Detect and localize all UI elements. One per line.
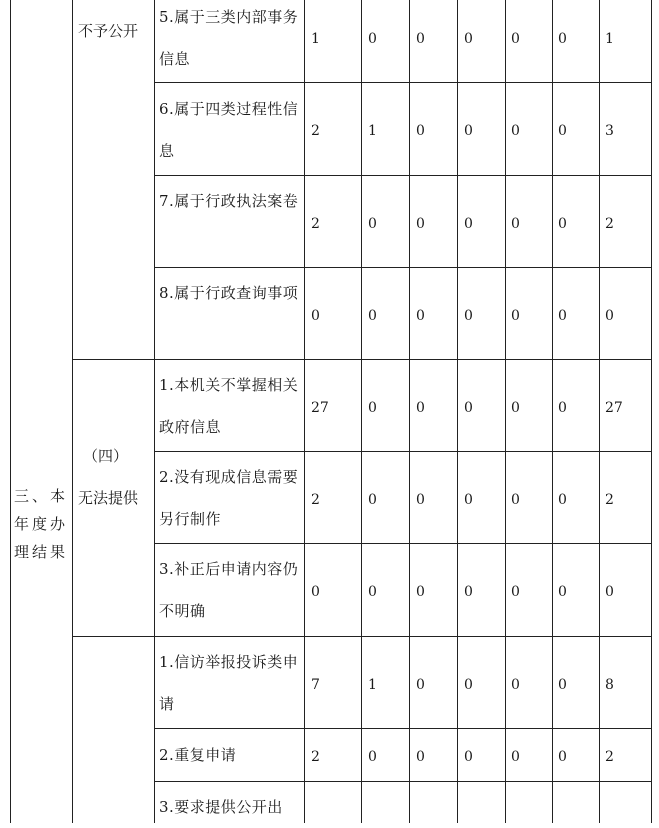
value-cell: 2	[605, 749, 614, 765]
value-cell: 0	[368, 31, 377, 47]
value-cell: 0	[511, 749, 520, 765]
value-cell: 0	[558, 584, 567, 600]
value-cell: 0	[368, 308, 377, 324]
table-border	[154, 728, 652, 729]
value-cell: 0	[368, 492, 377, 508]
value-cell: 0	[368, 584, 377, 600]
table-border	[154, 82, 652, 83]
category-label: 无法提供	[78, 489, 139, 507]
row-item-label: 5.属于三类内部事务信息	[159, 8, 299, 68]
value-cell: 0	[558, 749, 567, 765]
value-cell: 2	[605, 216, 614, 232]
value-cell: 0	[416, 749, 425, 765]
value-cell: 0	[511, 677, 520, 693]
section-label: 三、本年度办理结果	[14, 487, 69, 561]
table-border	[599, 0, 600, 823]
value-cell: 0	[464, 400, 473, 416]
value-cell: 0	[511, 216, 520, 232]
value-cell: 0	[368, 749, 377, 765]
value-cell: 0	[605, 308, 614, 324]
value-cell: 1	[311, 31, 320, 47]
value-cell: 0	[511, 584, 520, 600]
value-cell: 0	[416, 492, 425, 508]
value-cell: 0	[558, 216, 567, 232]
table-border	[10, 0, 11, 823]
row-item-label: 3.补正后申请内容仍不明确	[159, 560, 299, 620]
value-cell: 8	[605, 677, 614, 693]
table-border	[72, 0, 73, 823]
value-cell: 0	[605, 584, 614, 600]
table-border	[552, 0, 553, 823]
value-cell: 0	[368, 216, 377, 232]
value-cell: 0	[511, 123, 520, 139]
value-cell: 0	[558, 492, 567, 508]
value-cell: 0	[416, 216, 425, 232]
table-border	[154, 451, 652, 452]
row-item-label: 1.信访举报投诉类申请	[159, 653, 299, 713]
value-cell: 0	[558, 31, 567, 47]
value-cell: 0	[311, 584, 320, 600]
value-cell: 3	[605, 123, 614, 139]
table-border	[457, 0, 458, 823]
value-cell: 0	[464, 123, 473, 139]
value-cell: 0	[464, 584, 473, 600]
value-cell: 2	[311, 123, 320, 139]
value-cell: 0	[416, 31, 425, 47]
value-cell: 2	[311, 749, 320, 765]
table-border	[154, 0, 155, 823]
table-border	[154, 175, 652, 176]
row-item-label: 1.本机关不掌握相关政府信息	[159, 376, 299, 436]
row-item-label: 7.属于行政执法案卷	[159, 192, 299, 210]
row-item-label: 8.属于行政查询事项	[159, 284, 299, 302]
value-cell: 0	[464, 31, 473, 47]
category-label: （四）	[83, 447, 129, 465]
table-border	[72, 359, 652, 360]
table-border	[651, 0, 652, 823]
value-cell: 1	[368, 123, 377, 139]
value-cell: 0	[464, 492, 473, 508]
table-border	[154, 781, 652, 782]
value-cell: 0	[558, 400, 567, 416]
value-cell: 0	[511, 31, 520, 47]
value-cell: 0	[416, 400, 425, 416]
value-cell: 0	[464, 308, 473, 324]
table-border	[409, 0, 410, 823]
value-cell: 2	[311, 492, 320, 508]
table-border	[154, 267, 652, 268]
row-item-label: 3.要求提供公开出	[159, 798, 283, 816]
value-cell: 1	[605, 31, 614, 47]
value-cell: 0	[416, 677, 425, 693]
category-label: 不予公开	[78, 22, 139, 40]
row-item-label: 6.属于四类过程性信息	[159, 100, 299, 160]
table-border	[361, 0, 362, 823]
value-cell: 0	[558, 123, 567, 139]
value-cell: 27	[311, 400, 329, 416]
value-cell: 0	[464, 677, 473, 693]
value-cell: 0	[558, 308, 567, 324]
row-item-label: 2.重复申请	[159, 746, 237, 764]
table-border	[154, 543, 652, 544]
value-cell: 0	[464, 749, 473, 765]
value-cell: 0	[558, 677, 567, 693]
value-cell: 0	[311, 308, 320, 324]
value-cell: 27	[605, 400, 623, 416]
value-cell: 0	[416, 123, 425, 139]
value-cell: 7	[311, 677, 320, 693]
value-cell: 1	[368, 677, 377, 693]
table-border	[505, 0, 506, 823]
value-cell: 0	[368, 400, 377, 416]
row-item-label: 2.没有现成信息需要另行制作	[159, 468, 299, 528]
value-cell: 0	[511, 308, 520, 324]
value-cell: 0	[511, 400, 520, 416]
value-cell: 2	[311, 216, 320, 232]
table-border	[72, 636, 652, 637]
value-cell: 2	[605, 492, 614, 508]
value-cell: 0	[464, 216, 473, 232]
value-cell: 0	[416, 308, 425, 324]
value-cell: 0	[511, 492, 520, 508]
value-cell: 0	[416, 584, 425, 600]
